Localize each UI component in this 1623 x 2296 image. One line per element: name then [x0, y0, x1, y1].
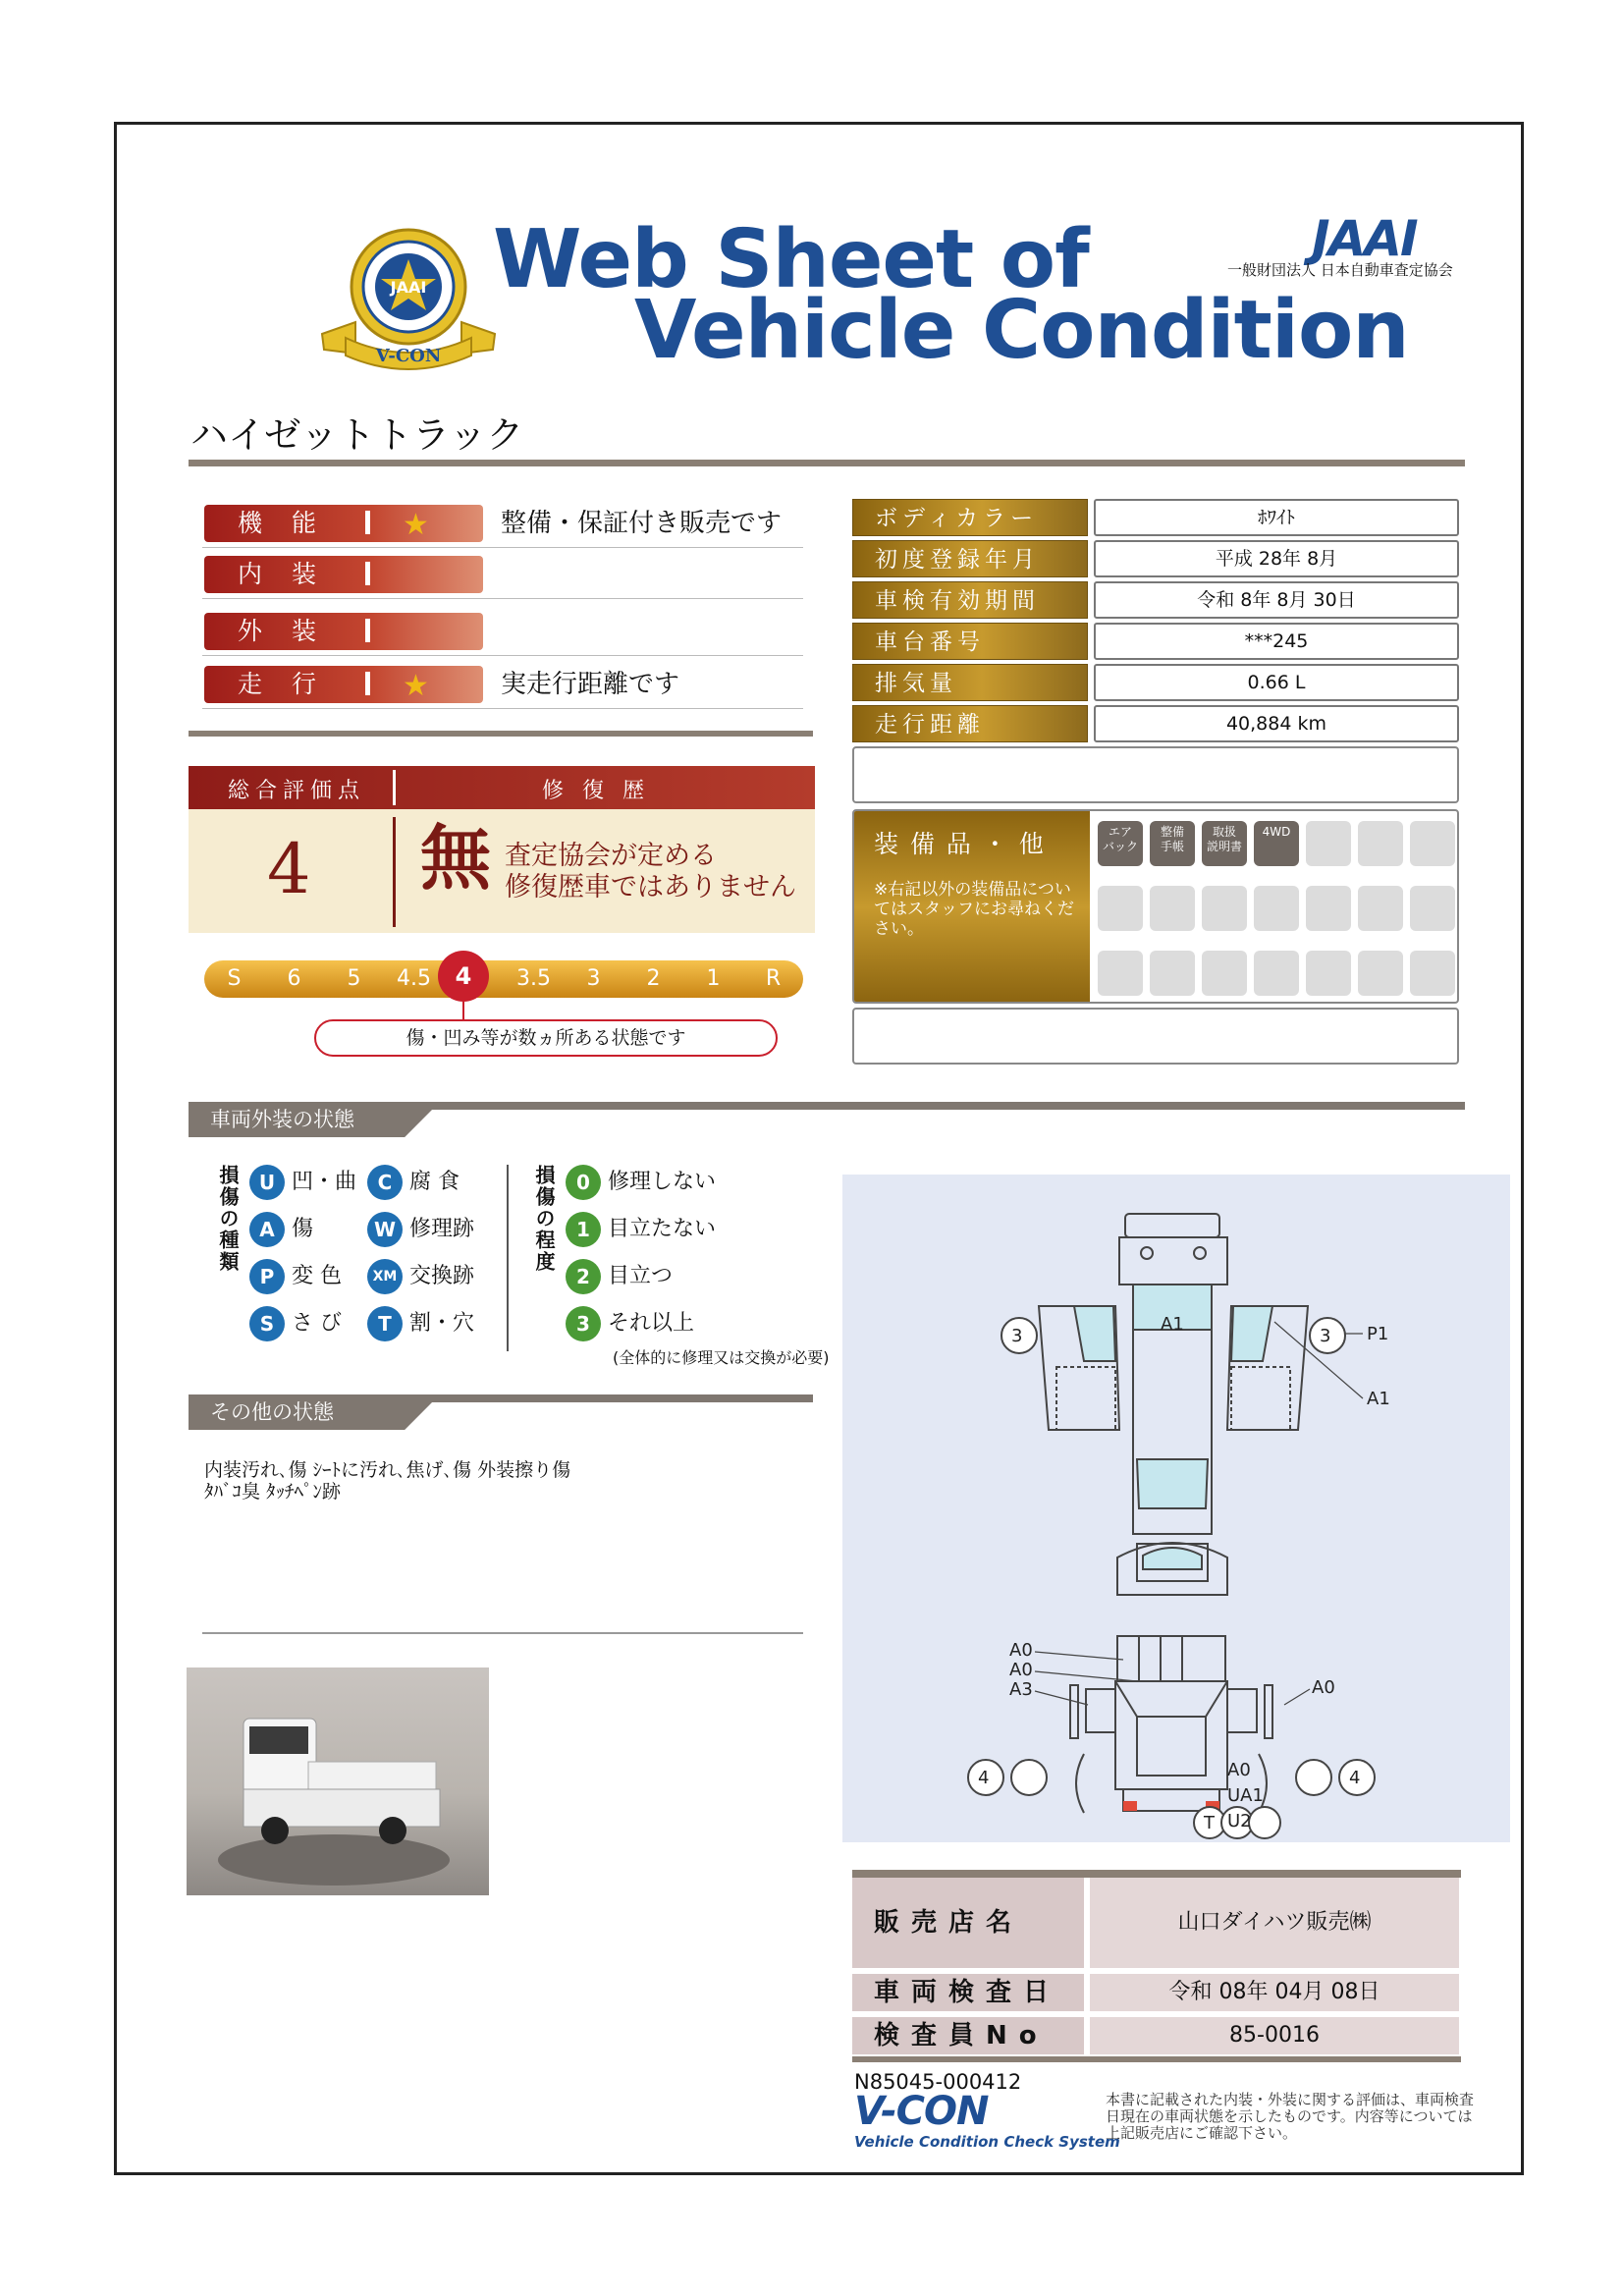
equipment-slot: [1358, 886, 1403, 931]
equipment-panel: [852, 809, 1459, 1004]
repair-mark: 無: [420, 817, 492, 900]
svg-text:A1: A1: [1161, 1314, 1184, 1335]
damage-code-icon: C: [367, 1165, 403, 1200]
grade-scale: [204, 960, 803, 998]
equipment-slot: [1358, 821, 1403, 866]
svg-text:A1: A1: [1367, 1389, 1390, 1409]
svg-text:V-CON: V-CON: [375, 346, 442, 366]
svg-text:U2: U2: [1227, 1811, 1252, 1831]
equipment-note: ※右記以外の装備品についてはスタッフにお尋ねください。: [874, 880, 1074, 939]
rating-label: 走行 ★: [204, 666, 483, 703]
svg-text:A0: A0: [1009, 1640, 1033, 1661]
equipment-extra-box: [852, 1008, 1459, 1065]
spec-label: 走行距離: [852, 705, 1088, 742]
overall-body: [189, 809, 815, 933]
svg-text:A0: A0: [1312, 1677, 1335, 1698]
dealer-row-inspector: 検査員No 85-0016: [852, 2017, 1459, 2054]
equipment-slot: [1358, 951, 1403, 996]
svg-text:4: 4: [1349, 1768, 1361, 1788]
grade-scale-step: 3: [586, 966, 601, 991]
damage-code-icon: T: [367, 1306, 403, 1341]
equipment-slot: [1410, 951, 1455, 996]
svg-text:A0: A0: [1227, 1760, 1251, 1780]
title-line-2: Vehicle Condition: [634, 284, 1409, 377]
overall-score: 4: [267, 829, 311, 909]
grade-scale-step: 3.5: [516, 966, 551, 991]
equipment-label: [854, 811, 1090, 1004]
damage-diagram: [842, 1175, 1510, 1842]
grade-scale-step: 4.5: [397, 966, 431, 991]
damage-type-item: XM 交換跡: [367, 1259, 474, 1294]
grade-scale-step: 6: [287, 966, 301, 991]
grade-scale-step: 5: [347, 966, 361, 991]
damage-code-icon: P: [249, 1259, 285, 1294]
damage-code-icon: U: [249, 1165, 285, 1200]
dealer-divider-bottom: [852, 2056, 1461, 2062]
spec-row: [852, 499, 1459, 536]
rating-row-mileage: [202, 658, 803, 709]
spec-label: ボディカラー: [852, 499, 1088, 536]
equipment-slot: [1254, 886, 1299, 931]
rating-comment: 実走行距離です: [501, 670, 680, 699]
spec-value: 0.66 L: [1094, 664, 1459, 701]
title-line-1: Web Sheet of: [493, 213, 1089, 306]
equipment-slot: 取扱 説明書: [1202, 821, 1247, 866]
jaai-logo: JAAI: [1312, 210, 1417, 267]
spec-value: ﾎﾜｲﾄ: [1094, 499, 1459, 536]
equipment-slot: 整備 手帳: [1150, 821, 1195, 866]
rating-row-function: [202, 497, 803, 548]
ratings-divider: [189, 731, 813, 737]
equipment-slot: [1098, 951, 1143, 996]
equipment-slot: [1306, 951, 1351, 996]
star-icon: ★: [403, 669, 429, 703]
damage-code-icon: A: [249, 1212, 285, 1247]
rating-row-exterior: [202, 605, 803, 656]
rating-label: 内装: [204, 556, 483, 593]
equipment-slot: エア バック: [1098, 821, 1143, 866]
equipment-slot: [1150, 886, 1195, 931]
damage-degree-label: 損傷の程度: [532, 1165, 556, 1273]
other-condition-text: 内装汚れ､傷 ｼｰﾄに汚れ､焦げ､傷 外装擦り傷 ﾀﾊﾞｺ臭 ﾀｯﾁﾍﾟﾝ跡: [204, 1459, 571, 1503]
equipment-slot: [1410, 886, 1455, 931]
repair-header: 修 復 歴: [542, 779, 650, 803]
damage-type-label: 損傷の種類: [216, 1165, 240, 1273]
damage-type-item: P 変 色: [249, 1259, 342, 1294]
damage-type-item: W 修理跡: [367, 1212, 474, 1247]
other-section-header: その他の状態: [189, 1394, 813, 1430]
svg-text:T: T: [1204, 1813, 1215, 1833]
spec-label: 排気量: [852, 664, 1088, 701]
damage-type-item: U 凹・曲: [249, 1165, 356, 1200]
dealer-divider-top: [852, 1870, 1461, 1878]
damage-code-icon: W: [367, 1212, 403, 1247]
overall-header: [189, 766, 815, 809]
equipment-slot: [1306, 821, 1351, 866]
degree-note: (全体的に修理又は交換が必要): [613, 1348, 830, 1367]
dealer-shop-value: 山口ダイハツ販売㈱: [1090, 1878, 1459, 1968]
spec-value: 平成 28年 8月: [1094, 540, 1459, 577]
spec-label: 車検有効期間: [852, 581, 1088, 619]
degree-code-icon: 1: [566, 1212, 601, 1247]
grade-note: 傷・凹み等が数ヵ所ある状態です: [314, 1019, 778, 1057]
svg-text:JAAI: JAAI: [390, 278, 427, 297]
equipment-slot: [1254, 951, 1299, 996]
svg-text:A3: A3: [1009, 1679, 1033, 1700]
grade-scale-step: R: [765, 966, 782, 991]
vehicle-name: ハイゼットトラック: [190, 413, 524, 457]
equipment-slot: [1150, 951, 1195, 996]
rating-label: 機能 ★: [204, 505, 483, 542]
damage-type-item: T 割・穴: [367, 1306, 474, 1341]
svg-text:P1: P1: [1367, 1324, 1389, 1344]
exterior-section-header: 車両外装の状態: [189, 1102, 1465, 1137]
damage-degree-item: 1 目立たない: [566, 1212, 716, 1247]
grade-scale-step: S: [227, 966, 242, 991]
equipment-slot: [1098, 886, 1143, 931]
sheet-code: N85045-000412: [854, 2070, 1022, 2094]
dealer-row-shop: 販売店名 山口ダイハツ販売㈱: [852, 1878, 1459, 1968]
svg-text:A0: A0: [1009, 1660, 1033, 1680]
jaai-org-name: 一般財団法人 日本自動車査定協会: [1227, 261, 1453, 279]
damage-degree-item: 3 それ以上: [566, 1306, 694, 1341]
spec-value: 40,884 km: [1094, 705, 1459, 742]
svg-text:UA1: UA1: [1227, 1785, 1264, 1806]
equipment-slot: [1202, 886, 1247, 931]
svg-text:3: 3: [1011, 1326, 1023, 1346]
repair-text: 査定協会が定める 修復歴車ではありません: [505, 841, 796, 902]
rating-row-interior: [202, 548, 803, 599]
spec-row: [852, 705, 1459, 742]
spec-row: [852, 540, 1459, 577]
degree-code-icon: 3: [566, 1306, 601, 1341]
dealer-row-date: 車両検査日 令和 08年 04月 08日: [852, 1974, 1459, 2011]
equipment-slot: [1202, 951, 1247, 996]
grade-scale-step: 2: [646, 966, 661, 991]
equipment-slot: 4WD: [1254, 821, 1299, 866]
damage-degree-item: 2 目立つ: [566, 1259, 673, 1294]
equipment-slot: [1410, 821, 1455, 866]
spec-label: 初度登録年月: [852, 540, 1088, 577]
spec-value: 令和 8年 8月 30日: [1094, 581, 1459, 619]
title-divider: [189, 460, 1465, 466]
degree-code-icon: 2: [566, 1259, 601, 1294]
equipment-title: 装 備 品 ・ 他: [874, 830, 1046, 858]
vcon-logo-subtitle: Vehicle Condition Check System: [854, 2133, 1120, 2151]
rating-comment: 整備・保証付き販売です: [501, 509, 783, 538]
vcon-logo: V-CON: [854, 2089, 989, 2134]
degree-code-icon: 0: [566, 1165, 601, 1200]
rating-label: 外装: [204, 613, 483, 650]
spec-row: [852, 664, 1459, 701]
damage-type-item: S さ び: [249, 1306, 342, 1341]
star-icon: ★: [403, 508, 429, 542]
damage-code-icon: XM: [367, 1259, 403, 1294]
svg-text:3: 3: [1320, 1326, 1331, 1346]
dealer-date-value: 令和 08年 04月 08日: [1090, 1974, 1459, 2011]
grade-scale-step: 1: [706, 966, 721, 991]
damage-type-item: C 腐 食: [367, 1165, 460, 1200]
disclaimer: 本書に記載された内装・外装に関する評価は、車両検査日現在の車両状態を示したものです。内容等については上記販売店にご確認下さい。: [1106, 2091, 1475, 2142]
spec-row: [852, 623, 1459, 660]
vcon-seal-logo: [316, 224, 501, 371]
vehicle-photo: [187, 1667, 489, 1895]
damage-type-item: A 傷: [249, 1212, 313, 1247]
score-header: 総合評価点: [228, 779, 366, 803]
spec-label: 車台番号: [852, 623, 1088, 660]
damage-degree-item: 0 修理しない: [566, 1165, 716, 1200]
svg-text:4: 4: [978, 1768, 990, 1788]
spec-value: ***245: [1094, 623, 1459, 660]
spec-row: [852, 581, 1459, 619]
damage-code-icon: S: [249, 1306, 285, 1341]
dealer-inspector-value: 85-0016: [1090, 2017, 1459, 2054]
spec-extra-box: [852, 746, 1459, 803]
grade-scale-selected: 4: [438, 951, 489, 1002]
equipment-slot: [1306, 886, 1351, 931]
